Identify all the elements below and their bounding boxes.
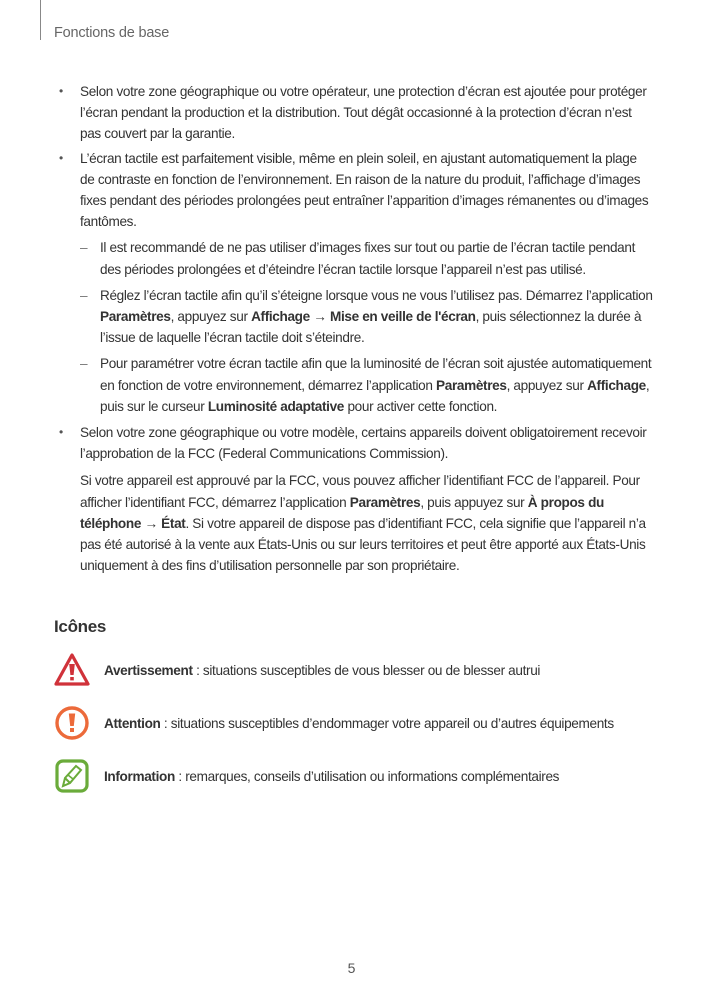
icon-legend-text bbox=[104, 769, 559, 784]
icon-label: Attention bbox=[104, 715, 161, 731]
menu-path-parametres: Paramètres bbox=[436, 377, 507, 393]
sub-item bbox=[54, 353, 654, 417]
paragraph-text: , puis appuyez sur bbox=[420, 494, 528, 510]
dash-marker: – bbox=[80, 240, 88, 256]
icon-legend-text bbox=[104, 663, 540, 678]
bullet-item bbox=[54, 81, 654, 145]
page-number: 5 bbox=[347, 960, 356, 976]
sub-item-text: , appuyez sur bbox=[506, 377, 588, 393]
main-content bbox=[54, 81, 654, 576]
note-pen-icon bbox=[54, 758, 90, 794]
caution-circle-icon bbox=[54, 705, 90, 741]
bullet-marker: • bbox=[59, 84, 63, 98]
bullet-text: Selon votre zone géographique ou votre opérateur, une protection d’écran est ajoutée pour protéger l’écran pendant la production et la distribution. Tout dégât occasionné à la protection d’écran n’est pas couvert par la garantie. bbox=[80, 84, 647, 142]
paragraph-text: Si votre appareil est approuvé par la FCC, vous pouvez afficher l’identifiant FCC de l’appareil. Pour afficher l’identifiant FCC, démarrez l’application bbox=[80, 473, 640, 510]
icon-description: : situations susceptibles d’endommager votre appareil ou d’autres équipements bbox=[160, 715, 614, 731]
sub-item-text: , appuyez sur bbox=[170, 309, 252, 325]
sub-item-text: , puis sélectionnez la durée à l’issue de laquelle l’écran tactile doit s’éteindre. bbox=[100, 309, 642, 346]
bullet-paragraph bbox=[80, 470, 654, 576]
icon-legend-caution bbox=[54, 705, 674, 741]
menu-path-affichage: Affichage bbox=[251, 309, 310, 325]
warning-triangle-icon bbox=[54, 652, 90, 688]
bullet-item bbox=[54, 422, 654, 576]
menu-path-etat: État bbox=[161, 515, 186, 531]
paragraph-text: . Si votre appareil de dispose pas d’identifiant FCC, cela signifie que l’appareil n’a pas été autorisé à la vente aux États-Unis ou sur leurs territoires et peut être apporté aux États-Unis uniquement à des fins d’utilisation personnelle par son propriétaire. bbox=[80, 515, 646, 574]
bullet-text: L’écran tactile est parfaitement visible, même en plein soleil, en ajustant automatiquement la plage de contraste en fonction de l’environnement. En raison de la nature du produit, l’affichage d’images fixes pendant des périodes prolongées peut entraîner l’apparition d’images rémanentes ou d’images fantômes. bbox=[80, 150, 649, 230]
bullet-marker: • bbox=[59, 150, 63, 165]
sub-item-text: pour activer cette fonction. bbox=[344, 398, 498, 414]
menu-path-affichage: Affichage bbox=[587, 377, 646, 393]
menu-path-parametres: Paramètres bbox=[349, 494, 421, 510]
sub-item-text: Pour paramétrer votre écran tactile afin que la luminosité de l’écran soit ajustée automatiquement en fonction de votre environnement, démarrez l’application bbox=[100, 356, 652, 393]
arrow-glyph: → bbox=[309, 309, 330, 325]
menu-path-luminosite: Luminosité adaptative bbox=[207, 398, 345, 414]
icon-legend-text bbox=[104, 716, 614, 731]
bullet-item bbox=[54, 148, 654, 233]
icons-section-title: Icônes bbox=[54, 617, 107, 636]
icon-description: : remarques, conseils d’utilisation ou informations complémentaires bbox=[174, 768, 560, 784]
sub-item bbox=[54, 285, 654, 349]
dash-marker: – bbox=[80, 356, 88, 372]
sub-item-text: Réglez l’écran tactile afin qu’il s’éteigne lorsque vous ne vous l’utilisez pas. Démarrez l’application bbox=[100, 287, 653, 303]
menu-path-parametres: Paramètres bbox=[100, 309, 171, 325]
icon-label: Information bbox=[104, 768, 175, 784]
bullet-text: Selon votre zone géographique ou votre modèle, certains appareils doivent obligatoirement recevoir l’approbation de la FCC (Federal Communications Commission). bbox=[80, 425, 647, 462]
sub-item-text: , puis sur le curseur bbox=[100, 377, 650, 414]
bullet-marker: • bbox=[59, 425, 63, 440]
icon-description: : situations susceptibles de vous blesser ou de blesser autrui bbox=[192, 662, 541, 678]
sub-item bbox=[54, 237, 654, 279]
section-header: Fonctions de base bbox=[54, 25, 170, 41]
menu-path-veille: Mise en veille de l'écran bbox=[329, 309, 476, 325]
arrow-glyph: → bbox=[141, 515, 162, 531]
icon-legend-warning bbox=[54, 652, 674, 688]
dash-marker: – bbox=[80, 287, 88, 303]
sub-item-text: Il est recommandé de ne pas utiliser d’images fixes sur tout ou partie de l’écran tactile pendant des périodes prolongées et d’éteindre l’écran tactile lorsque l’appareil n’est pas utilisé. bbox=[100, 240, 636, 277]
icon-legend-information bbox=[54, 758, 674, 794]
icon-label: Avertissement bbox=[104, 662, 193, 678]
header-divider bbox=[40, 0, 41, 40]
menu-path-a-propos: À propos du téléphone bbox=[80, 494, 604, 531]
